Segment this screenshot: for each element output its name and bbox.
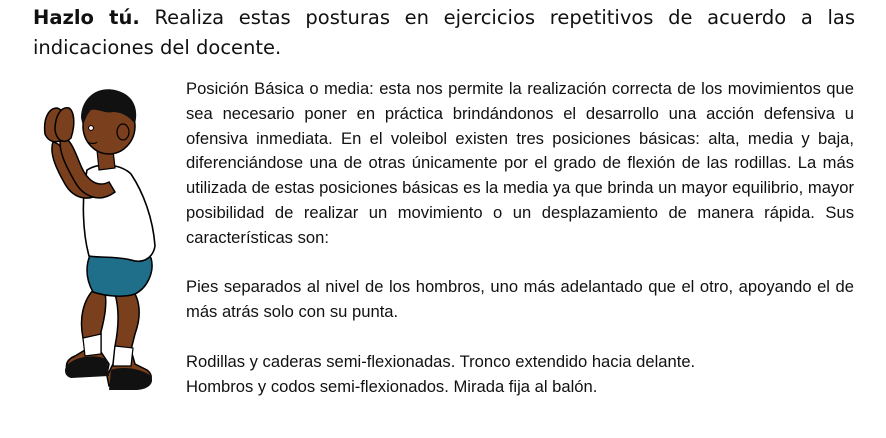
instruction-heading bbox=[33, 3, 855, 63]
player-figure-icon bbox=[35, 88, 165, 408]
instruction-text: Realiza estas posturas en ejercicios repetitivos de acuerdo a las indicaciones del docente. bbox=[33, 6, 856, 59]
shoulders-line: Hombros y codos semi-flexionados. Mirada fija al balón. bbox=[186, 376, 598, 396]
position-description bbox=[186, 77, 854, 399]
description-paragraph: Posición Básica o media: esta nos permite la realización correcta de los movimientos que sea necesario poner en práctica brindándonos el desarrollo una acción defensiva u ofensiva inmediata. En el voleibol existen tres posiciones básicas: alta, media y baja, diferenciándose una de otras únicamente por el grado de flexión de las rodillas. La más utilizada de estas posiciones básicas es la media ya que brinda un mayor equilibrio, mayor posibilidad de realizar un movimiento o un desplazamiento de manera rápida. Sus características son: bbox=[186, 79, 854, 247]
feet-paragraph: Pies separados al nivel de los hombros, uno más adelantado que el otro, apoyando el de más atrás solo con su punta. bbox=[186, 277, 854, 322]
knees-line: Rodillas y caderas semi-flexionadas. Tronco extendido hacia delante. bbox=[186, 351, 696, 371]
volleyball-player-illustration bbox=[35, 88, 165, 408]
instruction-lead: Hazlo tú. bbox=[33, 6, 140, 29]
